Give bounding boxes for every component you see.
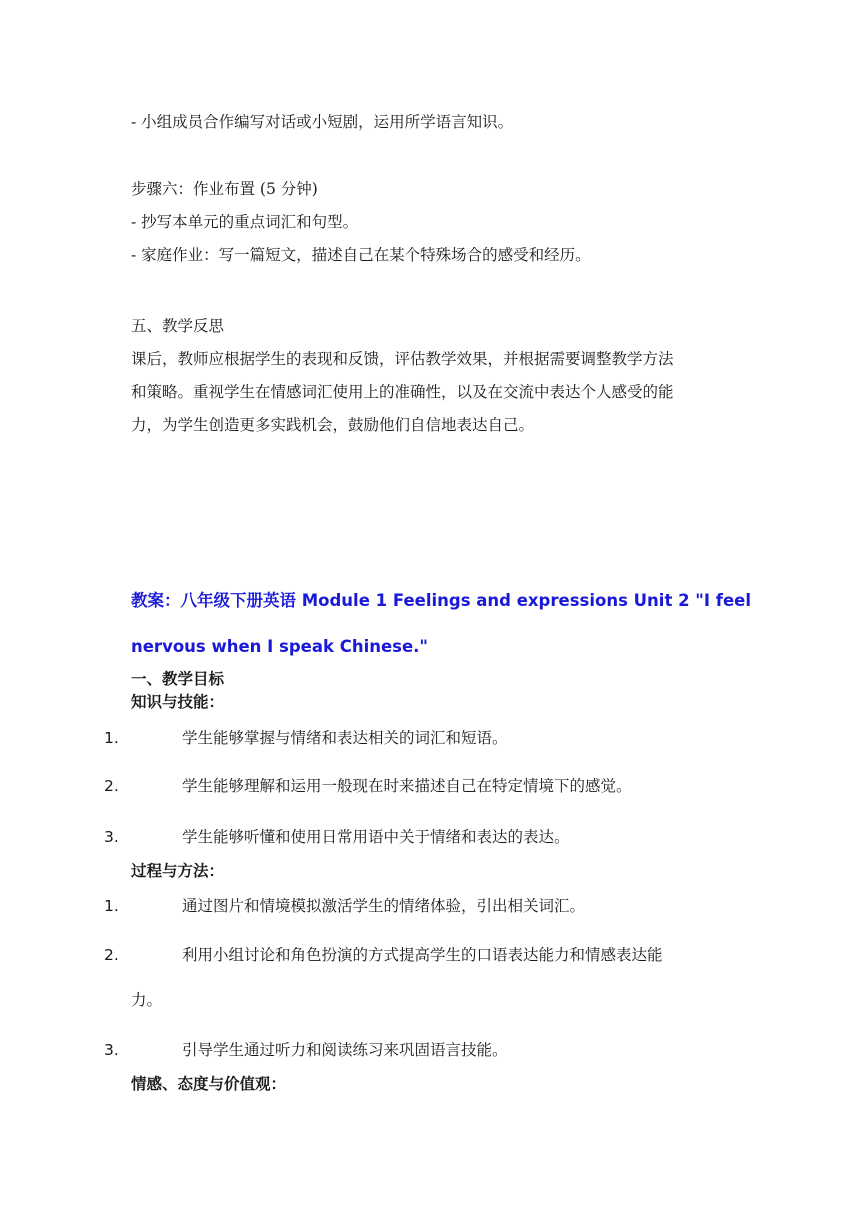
step6-item-1: - 抄写本单元的重点词汇和句型。 — [131, 213, 359, 231]
knowledge-item-1-text: 学生能够掌握与情绪和表达相关的词汇和短语。 — [182, 729, 508, 747]
reflection-line-1: 课后，教师应根据学生的表现和反馈，评估教学效果，并根据需要调整教学方法 — [131, 350, 674, 368]
process-item-1-text: 通过图片和情境模拟激活学生的情绪体验，引出相关词汇。 — [182, 897, 586, 915]
process-item-1-number: 1. — [104, 897, 119, 915]
process-item-2-continuation: 力。 — [131, 991, 163, 1009]
step6-item-2: - 家庭作业：写一篇短文，描述自己在某个特殊场合的感受和经历。 — [131, 246, 591, 264]
reflection-line-2: 和策略。重视学生在情感词汇使用上的准确性，以及在交流中表达个人感受的能 — [131, 383, 674, 401]
section5-title: 五、教学反思 — [131, 317, 225, 335]
process-title: 过程与方法： — [131, 862, 225, 880]
section1-title: 一、教学目标 — [131, 670, 225, 688]
knowledge-item-1-number: 1. — [104, 729, 119, 747]
cooperation-line: - 小组成员合作编写对话或小短剧，运用所学语言知识。 — [131, 113, 514, 131]
knowledge-item-2-number: 2. — [104, 777, 119, 795]
lesson-title-line-1: 教案：八年级下册英语 Module 1 Feelings and expressions Unit 2 "I feel — [131, 591, 751, 610]
process-item-3-number: 3. — [104, 1041, 119, 1059]
step6-title: 步骤六：作业布置 (5 分钟) — [131, 180, 318, 198]
knowledge-item-2-text: 学生能够理解和运用一般现在时来描述自己在特定情境下的感觉。 — [182, 777, 632, 795]
knowledge-title: 知识与技能： — [131, 693, 225, 711]
attitude-title: 情感、态度与价值观： — [131, 1075, 287, 1093]
process-item-2-text: 利用小组讨论和角色扮演的方式提高学生的口语表达能力和情感表达能 — [182, 946, 663, 964]
knowledge-item-3-text: 学生能够听懂和使用日常用语中关于情绪和表达的表达。 — [182, 828, 570, 846]
reflection-line-3: 力，为学生创造更多实践机会，鼓励他们自信地表达自己。 — [131, 416, 535, 434]
knowledge-item-3-number: 3. — [104, 828, 119, 846]
process-item-2-number: 2. — [104, 946, 119, 964]
process-item-3-text: 引导学生通过听力和阅读练习来巩固语言技能。 — [182, 1041, 508, 1059]
lesson-title-line-2: nervous when I speak Chinese." — [131, 637, 429, 656]
